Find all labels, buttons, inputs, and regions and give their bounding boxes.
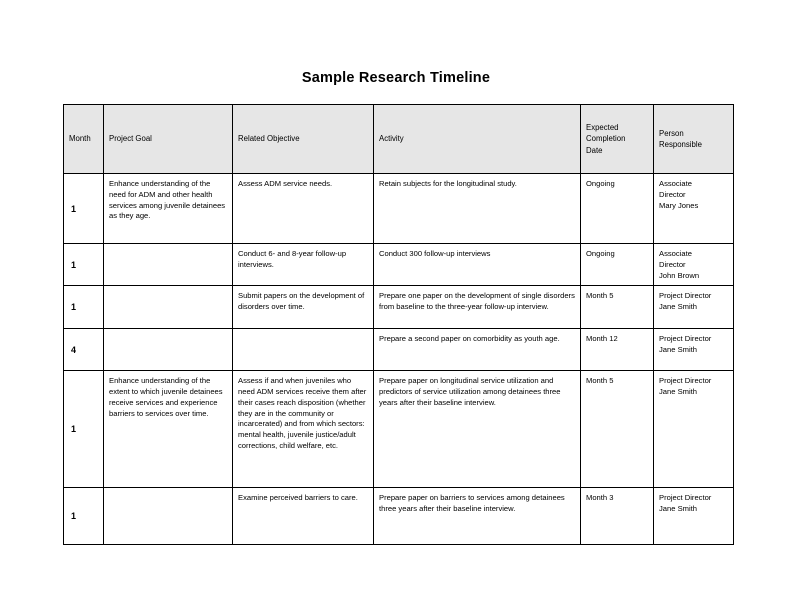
- cell-month: 1: [64, 174, 104, 244]
- cell-expected-completion-date: Ongoing: [581, 244, 654, 286]
- table-row: [64, 244, 734, 286]
- column-header-date-line-3: Date: [586, 145, 603, 155]
- table-header-row: [64, 105, 734, 174]
- column-header-activity: [374, 105, 581, 174]
- cell-project-goal: Enhance understanding of the extent to which juvenile detainees receive services and experience barriers to services over time.: [104, 371, 233, 488]
- cell-expected-completion-date: Month 5: [581, 371, 654, 488]
- column-header-project-goal: [104, 105, 233, 174]
- cell-person-responsible: [654, 371, 734, 488]
- cell-related-objective: Conduct 6- and 8-year follow-up interviews.: [233, 244, 374, 286]
- table-row: [64, 488, 734, 545]
- cell-project-goal: [104, 244, 233, 286]
- person-line-1: Project Director: [659, 493, 712, 503]
- person-line-1: Project Director: [659, 291, 712, 301]
- cell-activity: Prepare a second paper on comorbidity as youth age.: [374, 329, 581, 371]
- research-timeline-table: [63, 104, 734, 545]
- person-line-2: Jane Smith: [659, 302, 697, 312]
- cell-activity: Retain subjects for the longitudinal study.: [374, 174, 581, 244]
- cell-activity: Prepare paper on barriers to services among detainees three years after their baseline interview.: [374, 488, 581, 545]
- person-line-2: Jane Smith: [659, 387, 697, 397]
- person-line-1: Project Director: [659, 376, 712, 386]
- table-row: [64, 174, 734, 244]
- cell-activity: Prepare one paper on the development of single disorders from baseline to the three-year follow-up interview.: [374, 286, 581, 329]
- cell-month: 1: [64, 286, 104, 329]
- column-header-date-line-1: Expected: [586, 123, 619, 133]
- table-row: [64, 371, 734, 488]
- cell-person-responsible: [654, 174, 734, 244]
- column-header-related-objective: [233, 105, 374, 174]
- cell-month: 1: [64, 371, 104, 488]
- column-header-person-responsible: [654, 105, 734, 174]
- cell-person-responsible: [654, 244, 734, 286]
- cell-expected-completion-date: Month 12: [581, 329, 654, 371]
- cell-activity: Conduct 300 follow-up interviews: [374, 244, 581, 286]
- cell-related-objective: Assess if and when juveniles who need ADM services receive them after their cases reach disposition (whether they are in the community or incarcerated) and from which sectors: mental health, juvenile justice/adult corrections, child welfare, etc.: [233, 371, 374, 488]
- cell-month: 1: [64, 488, 104, 545]
- column-header-project-goal-line-1: Project Goal: [109, 134, 152, 144]
- person-line-2: Jane Smith: [659, 504, 697, 514]
- cell-person-responsible: [654, 329, 734, 371]
- cell-expected-completion-date: Month 5: [581, 286, 654, 329]
- cell-expected-completion-date: Month 3: [581, 488, 654, 545]
- column-header-activity-line-1: Activity: [379, 134, 404, 144]
- person-line-3: Mary Jones: [659, 200, 699, 210]
- cell-person-responsible: [654, 286, 734, 329]
- person-line-1: Project Director: [659, 334, 712, 344]
- cell-related-objective: [233, 329, 374, 371]
- cell-month: 1: [64, 244, 104, 286]
- column-header-expected-completion-date: [581, 105, 654, 174]
- cell-related-objective: Submit papers on the development of disorders over time.: [233, 286, 374, 329]
- column-header-related-objective-line-1: Related Objective: [238, 134, 300, 144]
- table-row: [64, 286, 734, 329]
- page-title: Sample Research Timeline: [301, 70, 491, 86]
- person-line-2: Director: [659, 189, 686, 199]
- cell-project-goal: [104, 329, 233, 371]
- cell-month: 4: [64, 329, 104, 371]
- column-header-person-line-2: Responsible: [659, 140, 702, 149]
- cell-person-responsible: [654, 488, 734, 545]
- cell-related-objective: Examine perceived barriers to care.: [233, 488, 374, 545]
- person-line-1: Associate: [659, 249, 692, 258]
- column-header-month-line-1: Month: [69, 134, 91, 144]
- cell-related-objective: Assess ADM service needs.: [233, 174, 374, 244]
- person-line-1: Associate: [659, 179, 692, 188]
- column-header-month: [64, 105, 104, 174]
- column-header-date-line-2: Completion: [586, 134, 626, 144]
- cell-activity: Prepare paper on longitudinal service utilization and predictors of service utilization among detainees three years after their baseline interview.: [374, 371, 581, 488]
- cell-project-goal: Enhance understanding of the need for ADM and other health services among juvenile detainees as they age.: [104, 174, 233, 244]
- table-row: [64, 329, 734, 371]
- person-line-2: Jane Smith: [659, 345, 697, 355]
- column-header-person-line-1: Person: [659, 128, 684, 138]
- person-line-2: Director: [659, 259, 686, 269]
- cell-project-goal: [104, 488, 233, 545]
- cell-expected-completion-date: Ongoing: [581, 174, 654, 244]
- person-line-3: John Brown: [659, 270, 700, 280]
- cell-project-goal: [104, 286, 233, 329]
